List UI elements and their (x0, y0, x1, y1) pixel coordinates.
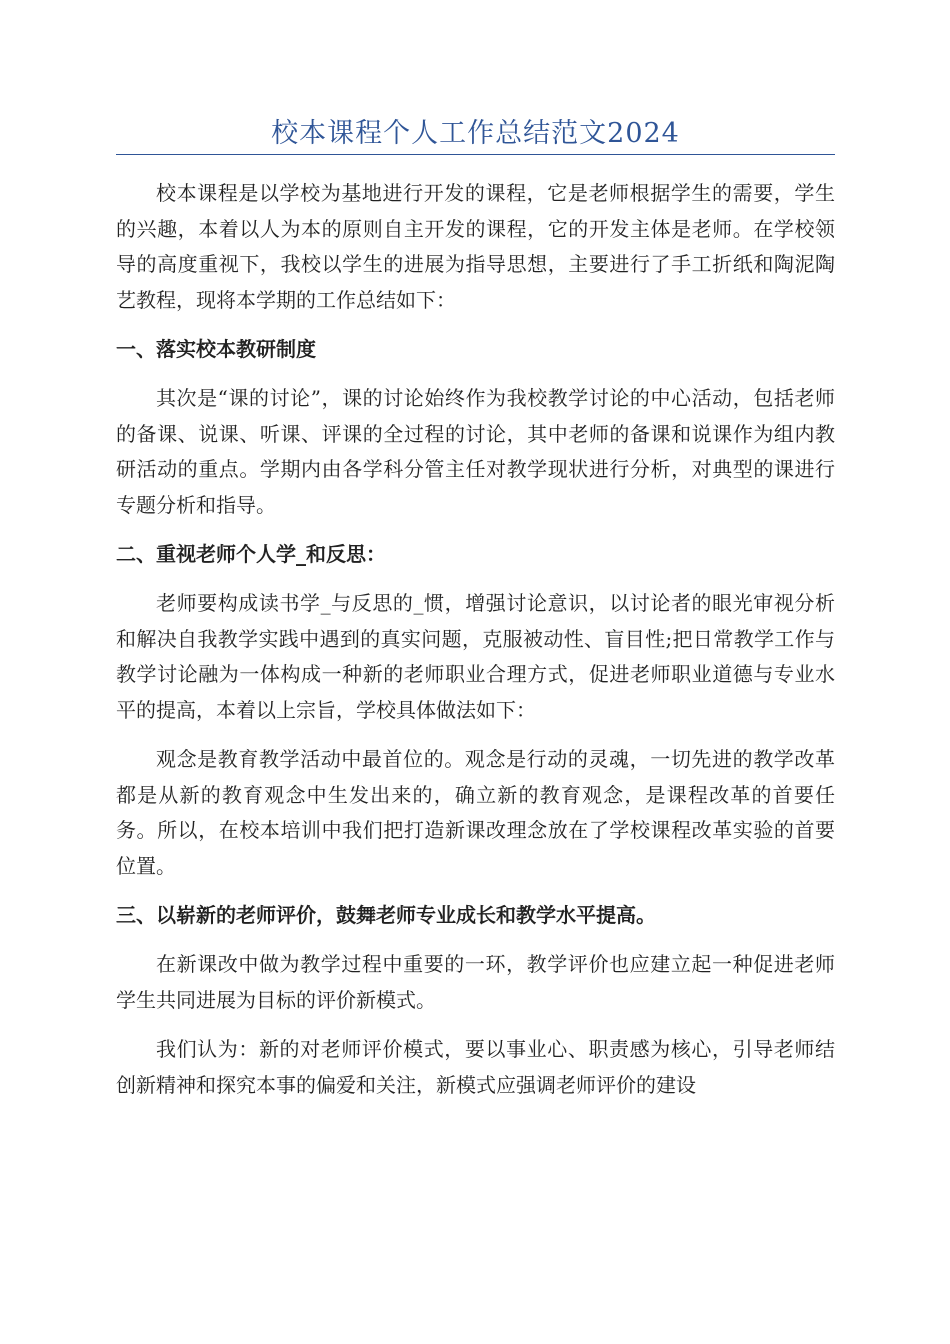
heading-section-3: 三、以崭新的老师评价，鼓舞老师专业成长和教学水平提高。 (116, 903, 656, 927)
title-underline (116, 154, 835, 155)
heading-section-1: 一、落实校本教研制度 (116, 337, 316, 361)
paragraph-section-1: 其次是“课的讨论”，课的讨论始终作为我校教学讨论的中心活动，包括老师的备课、说课、听课、评课的全过程的讨论，其中老师的备课和说课作为组内教研活动的重点。学期内由各学科分管主任对教学现状进行分析，对典型的课进行专题分析和指导。 (116, 386, 835, 517)
heading-section-2: 二、重视老师个人学_和反思： (116, 542, 386, 566)
paragraph-intro: 校本课程是以学校为基地进行开发的课程，它是老师根据学生的需要，学生的兴趣，本着以人为本的原则自主开发的课程，它的开发主体是老师。在学校领导的高度重视下，我校以学生的进展为指导思想，主要进行了手工折纸和陶泥陶艺教程，现将本学期的工作总结如下： (116, 181, 835, 312)
paragraph-section-2b: 观念是教育教学活动中最首位的。观念是行动的灵魂，一切先进的教学改革都是从新的教育观念中生发出来的，确立新的教育观念，是课程改革的首要任务。所以，在校本培训中我们把打造新课改理念放在了学校课程改革实验的首要位置。 (116, 747, 835, 878)
document-title: 校本课程个人工作总结范文2024 (271, 118, 680, 149)
paragraph-section-3a: 在新课改中做为教学过程中重要的一环，教学评价也应建立起一种促进老师学生共同进展为目标的评价新模式。 (116, 952, 835, 1012)
document-body (116, 176, 835, 1103)
paragraph-section-2a: 老师要构成读书学_与反思的_惯，增强讨论意识，以讨论者的眼光审视分析和解决自我教学实践中遇到的真实问题，克服被动性、盲目性;把日常教学工作与教学讨论融为一体构成一种新的老师职业合理方式，促进老师职业道德与专业水平的提高，本着以上宗旨，学校具体做法如下： (116, 591, 835, 722)
paragraph-section-3b: 我们认为：新的对老师评价模式，要以事业心、职责感为核心，引导老师结创新精神和探究本事的偏爱和关注，新模式应强调老师评价的建设 (116, 1037, 835, 1097)
